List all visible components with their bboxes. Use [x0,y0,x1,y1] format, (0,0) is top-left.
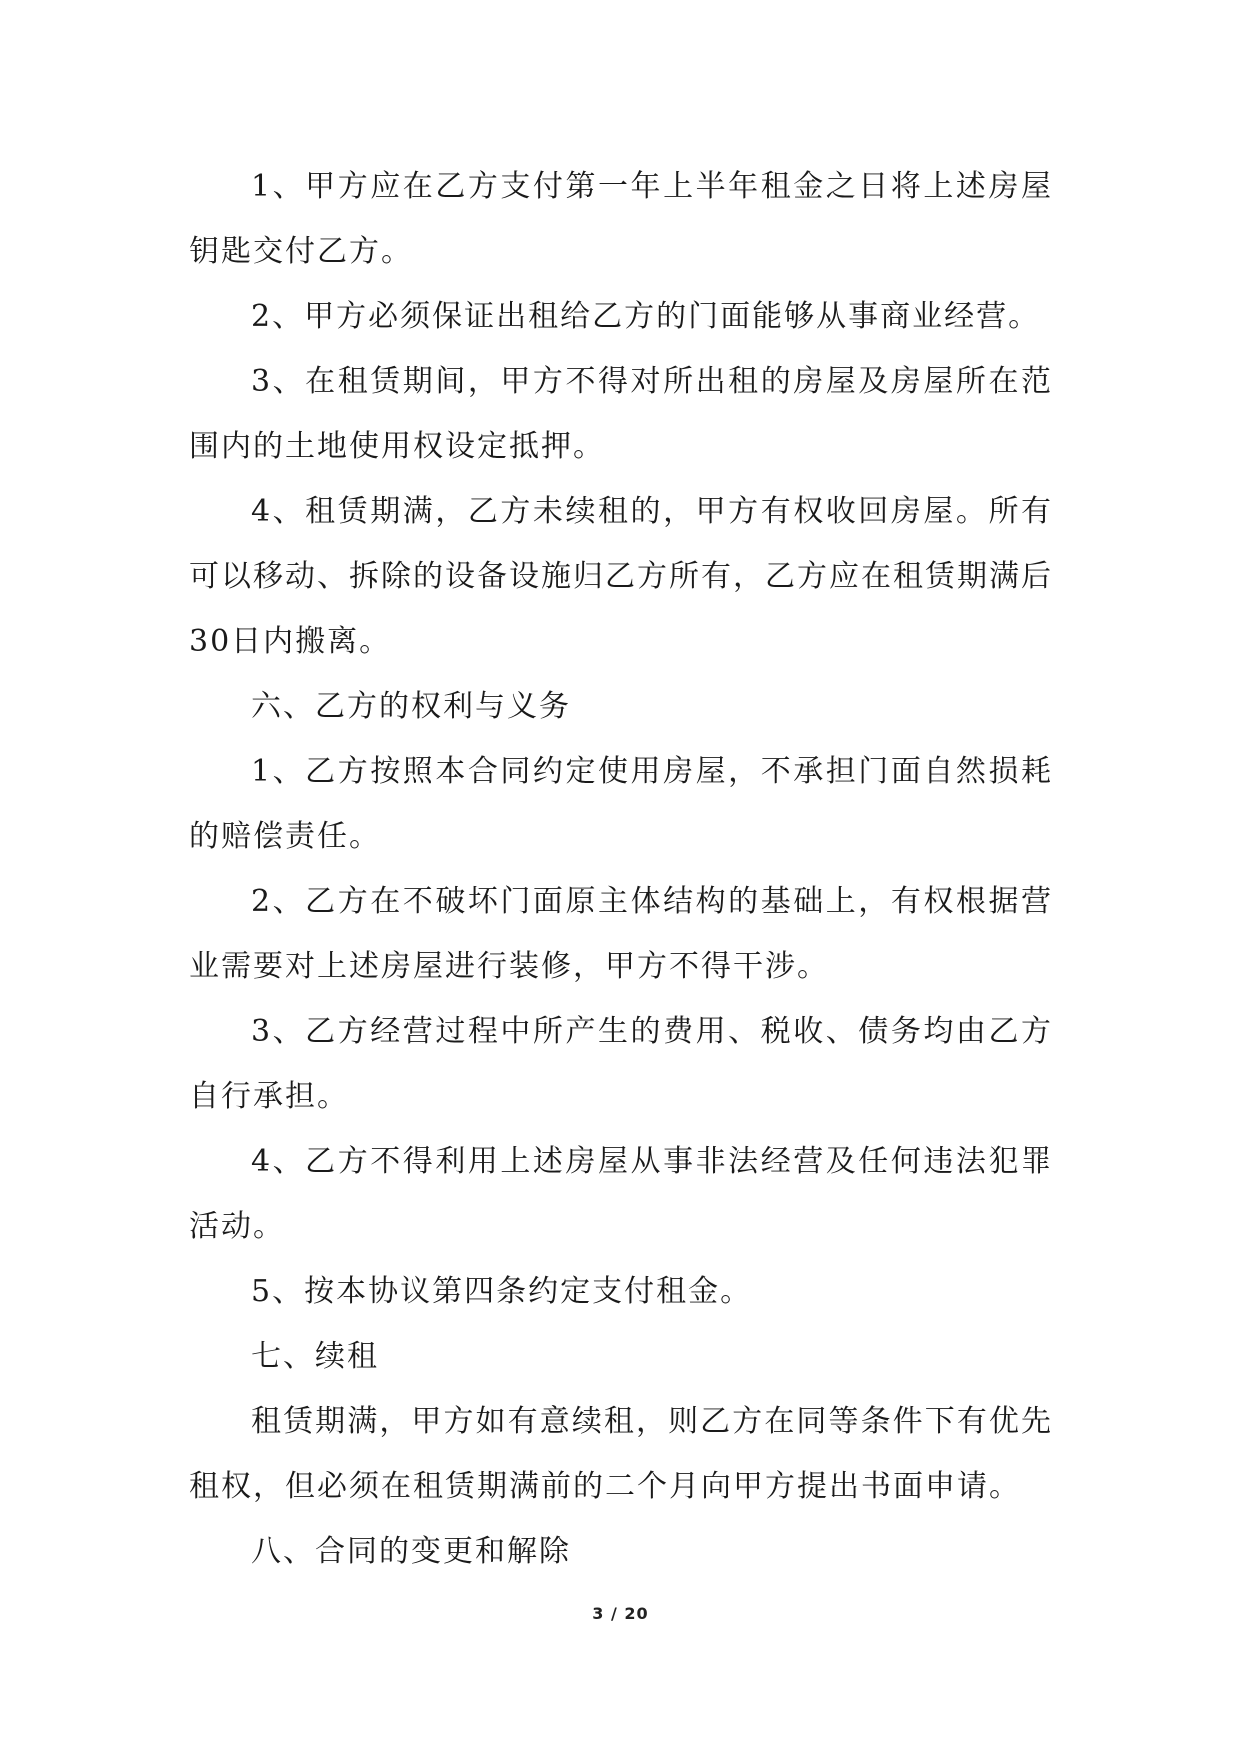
paragraph-renewal: 租赁期满，甲方如有意续租，则乙方在同等条件下有优先租权，但必须在租赁期满前的二个月向甲方提出书面申请。 [189,1404,1053,1504]
paragraph-landlord-4: 4、租赁期满，乙方未续租的，甲方有权收回房屋。所有可以移动、拆除的设备设施归乙方所有，乙方应在租赁期满后 30日内搬离。 [189,494,1053,659]
paragraph-tenant-4: 4、乙方不得利用上述房屋从事非法经营及任何违法犯罪活动。 [189,1144,1053,1244]
paragraph-tenant-1: 1、乙方按照本合同约定使用房屋，不承担门面自然损耗的赔偿责任。 [189,754,1053,854]
paragraph-landlord-1: 1、甲方应在乙方支付第一年上半年租金之日将上述房屋钥匙交付乙方。 [189,169,1053,269]
section-heading-tenant-rights: 六、乙方的权利与义务 [251,689,571,724]
paragraph-tenant-2: 2、乙方在不破坏门面原主体结构的基础上，有权根据营业需要对上述房屋进行装修，甲方不得干涉。 [189,884,1053,984]
document-body [189,154,1053,1584]
paragraph-landlord-3: 3、在租赁期间，甲方不得对所出租的房屋及房屋所在范围内的土地使用权设定抵押。 [189,364,1053,464]
paragraph-tenant-5: 5、按本协议第四条约定支付租金。 [251,1274,753,1309]
paragraph-landlord-2: 2、甲方必须保证出租给乙方的门面能够从事商业经营。 [251,299,1041,334]
section-heading-contract-change: 八、合同的变更和解除 [251,1534,571,1569]
section-heading-renewal: 七、续租 [251,1339,379,1374]
paragraph-tenant-3: 3、乙方经营过程中所产生的费用、税收、债务均由乙方自行承担。 [189,1014,1053,1114]
page-number: 3 / 20 [592,1604,649,1623]
